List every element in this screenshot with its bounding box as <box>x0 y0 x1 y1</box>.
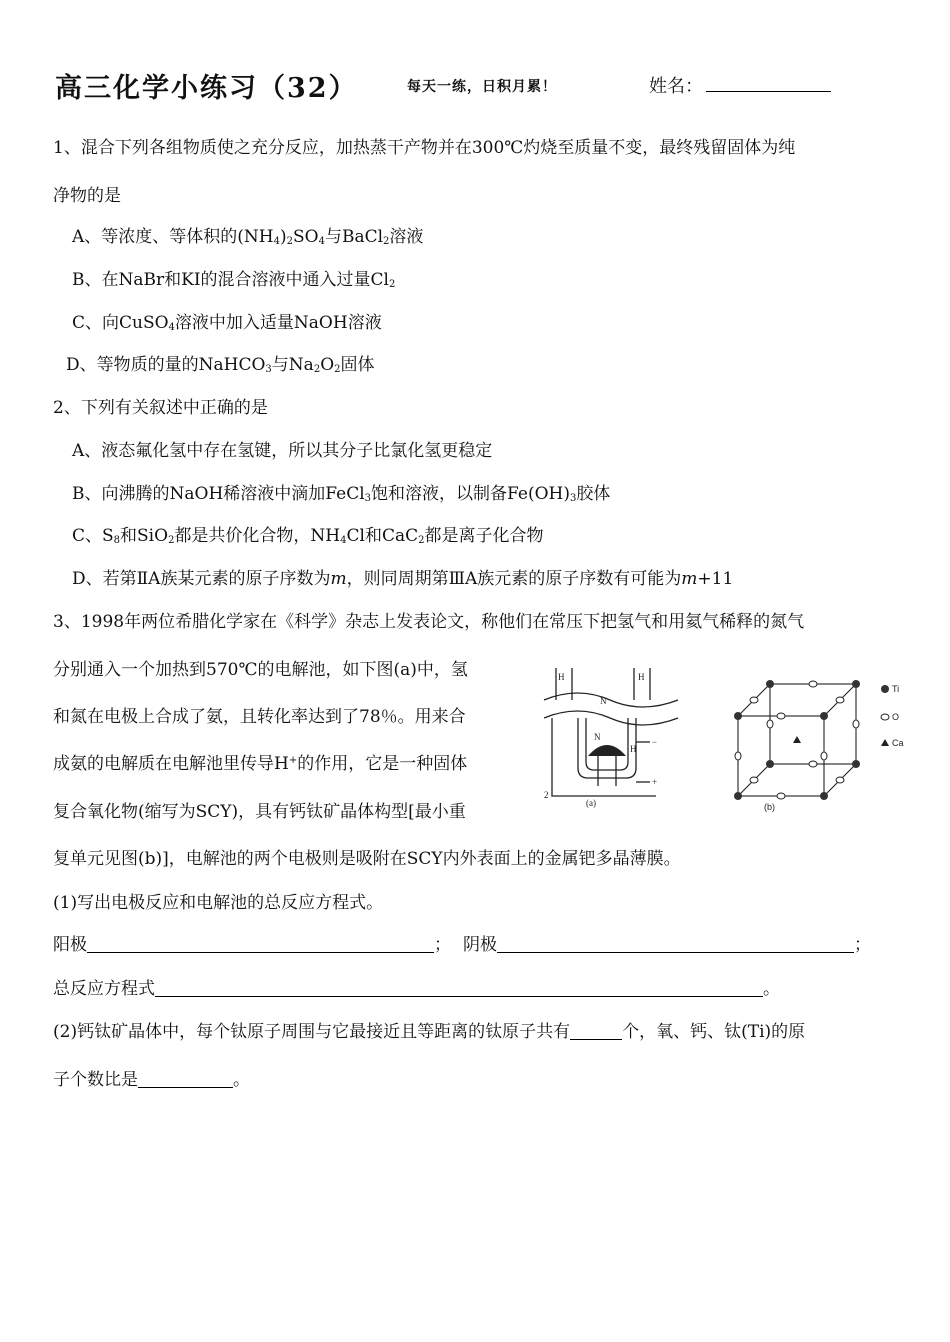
q3-line1: 3、1998年两位希腊化学家在《科学》杂志上发表论文，称他们在常压下把氢气和用氦气稀释的氮气 <box>53 612 805 632</box>
hplus-label: H <box>600 756 607 766</box>
q2-c-text: 都是离子化合物 <box>424 526 544 546</box>
legend-ti-marker <box>881 685 889 693</box>
q1-a-sub: 4 <box>318 236 325 247</box>
q1-a-sub: 2 <box>286 236 293 247</box>
q2-d-var: m <box>681 569 698 589</box>
q2-c-text: 都是共价化合物，NH <box>174 526 341 546</box>
q1-c-text: 溶液中加入适量NaOH溶液 <box>174 313 382 333</box>
q1-d-sub: 2 <box>334 364 341 375</box>
separator: ； <box>434 935 451 955</box>
q2-c-text: Cl和CaC <box>346 526 419 546</box>
electrolysis-and-crystal-figure <box>538 656 910 818</box>
n2-top-label: N <box>600 696 607 706</box>
anode-label: 阳极 <box>53 935 87 955</box>
q2-c-text: 和SiO <box>120 526 169 546</box>
q2-d-var: m <box>330 569 347 589</box>
q2-stem: 2、下列有关叙述中正确的是 <box>53 398 268 418</box>
q1-option-a[interactable] <box>72 226 423 248</box>
q2-d-text: D、若第ⅡA族某元素的原子序数为 <box>72 569 331 589</box>
q2-b-text: B、向沸腾的NaOH稀溶液中滴加FeCl <box>72 484 365 504</box>
q1-d-text: D、等物质的量的NaHCO <box>66 355 266 375</box>
q1-b-sub: 2 <box>388 279 396 290</box>
q1-a-text: ) <box>279 227 287 247</box>
name-blank[interactable] <box>706 91 831 92</box>
q1-option-b[interactable] <box>72 269 395 291</box>
q2-c-sub: 2 <box>418 535 425 546</box>
q1-d-sub: 2 <box>313 364 321 375</box>
q2-option-c[interactable] <box>72 525 544 547</box>
anode-blank[interactable] <box>87 936 434 953</box>
q1-a-sub: 2 <box>383 236 390 247</box>
atom-ratio-blank[interactable] <box>138 1071 233 1088</box>
q1-stem-line2: 净物的是 <box>53 186 121 206</box>
q3-sub2-line1 <box>53 1021 805 1043</box>
q3-electrode-line <box>53 934 871 956</box>
q2-c-sub: 4 <box>340 535 347 546</box>
legend-ca-label: Ca <box>892 738 904 748</box>
q3-line4-sup: + <box>288 755 298 766</box>
q1-c-sub: 4 <box>168 322 175 333</box>
q2-c-text: C、S <box>72 526 114 546</box>
q3-line4 <box>53 753 467 775</box>
q3-line6: 复单元见图(b)]，电解池的两个电极则是吸附在SCY内外表面上的金属钯多晶薄膜。 <box>53 849 681 869</box>
n2-inner-label: N <box>594 732 601 742</box>
figure-b-caption: (b) <box>764 802 775 812</box>
q1-a-text: 与BaCl <box>324 227 384 247</box>
electrolyte-disc <box>588 745 626 756</box>
q2-option-d[interactable] <box>72 568 733 590</box>
q2-d-text: ，则同周期第ⅢA族元素的原子序数有可能为 <box>346 569 682 589</box>
q1-a-text: A、等浓度、等体积的(NH <box>72 227 274 247</box>
figure-a-caption: (a) <box>586 798 596 808</box>
q2-b-sub: 3 <box>364 493 372 504</box>
figure-a-number: 2 <box>544 790 549 800</box>
q2-c-sub: 8 <box>113 535 121 546</box>
q1-d-text: 固体 <box>340 355 375 375</box>
name-label: 姓名： <box>649 76 703 97</box>
cathode-label: 阴极 <box>463 935 497 955</box>
q2-b-sub: 3 <box>569 493 577 504</box>
q1-d-text: O <box>320 355 335 375</box>
cathode-blank[interactable] <box>497 936 854 953</box>
separator: ； <box>854 935 871 955</box>
q2-b-text: 胶体 <box>576 484 611 504</box>
ti-neighbor-blank[interactable] <box>570 1023 622 1040</box>
h2-left-label: H <box>558 672 565 682</box>
total-reaction-label: 总反应方程式 <box>53 979 155 999</box>
q1-b-text: B、在NaBr和KI的混合溶液中通入过量Cl <box>72 270 389 290</box>
q3-total-line <box>53 978 780 1000</box>
q1-c-text: C、向CuSO <box>72 313 169 333</box>
q1-stem-line1: 1、混合下列各组物质使之充分反应，加热蒸干产物并在300℃灼烧至质量不变，最终残留固体为纯 <box>53 138 796 158</box>
minus-terminal: − <box>652 737 658 747</box>
q3-line4-text: 成氨的电解质在电解池里传导H <box>53 754 289 774</box>
q1-option-d[interactable] <box>66 354 375 376</box>
h2-right-label: H <box>638 672 645 682</box>
legend-ti-label: Ti <box>892 684 900 694</box>
q3-line2: 分别通入一个加热到570℃的电解池，如下图(a)中，氢 <box>53 660 468 680</box>
q3-line4-text: 的作用，它是一种固体 <box>297 754 468 774</box>
q3-line5: 复合氧化物(缩写为SCY)，具有钙钛矿晶体构型[最小重 <box>53 802 466 822</box>
q2-option-b[interactable] <box>72 483 610 505</box>
legend-o-label: O <box>892 712 900 722</box>
legend-o-marker <box>881 714 889 720</box>
q3-sub2-line2 <box>53 1069 250 1091</box>
q2-option-a[interactable]: A、液态氟化氢中存在氢键，所以其分子比氯化氢更稳定 <box>72 441 493 461</box>
q2-b-text: 饱和溶液，以制备Fe(OH) <box>371 484 570 504</box>
electrolysis-cell-diagram-a <box>544 668 678 796</box>
q3-line3: 和氮在电极上合成了氨，且转化率达到了78％。用来合 <box>53 707 466 727</box>
legend-ca-marker <box>881 739 889 746</box>
ca-atom <box>793 736 801 743</box>
q1-a-text: SO <box>293 227 319 247</box>
q1-a-sub: 4 <box>273 236 280 247</box>
h2-inner-label: H <box>630 744 637 754</box>
q1-d-text: 与Na <box>271 355 314 375</box>
page-title: 高三化学小练习（32） <box>55 73 358 104</box>
motto: 每天一练，日积月累！ <box>407 79 557 95</box>
q3-sub2-text: (2)钙钛矿晶体中，每个钛原子周围与它最接近且等距离的钛原子共有 <box>53 1022 571 1042</box>
q3-sub2-text: 个，氧、钙、钛(Ti)的原 <box>622 1022 806 1042</box>
q1-option-c[interactable] <box>72 312 382 334</box>
q1-d-sub: 3 <box>265 364 272 375</box>
q2-c-sub: 2 <box>168 535 175 546</box>
q3-sub1: (1)写出电极反应和电解池的总反应方程式。 <box>53 893 384 913</box>
period: 。 <box>763 979 780 999</box>
q1-a-text: 溶液 <box>389 227 424 247</box>
period: 。 <box>233 1070 250 1090</box>
plus-terminal: + <box>652 777 658 787</box>
q3-sub2-text: 子个数比是 <box>53 1070 138 1090</box>
q2-d-text: +11 <box>697 569 734 589</box>
total-reaction-blank[interactable] <box>155 980 763 997</box>
